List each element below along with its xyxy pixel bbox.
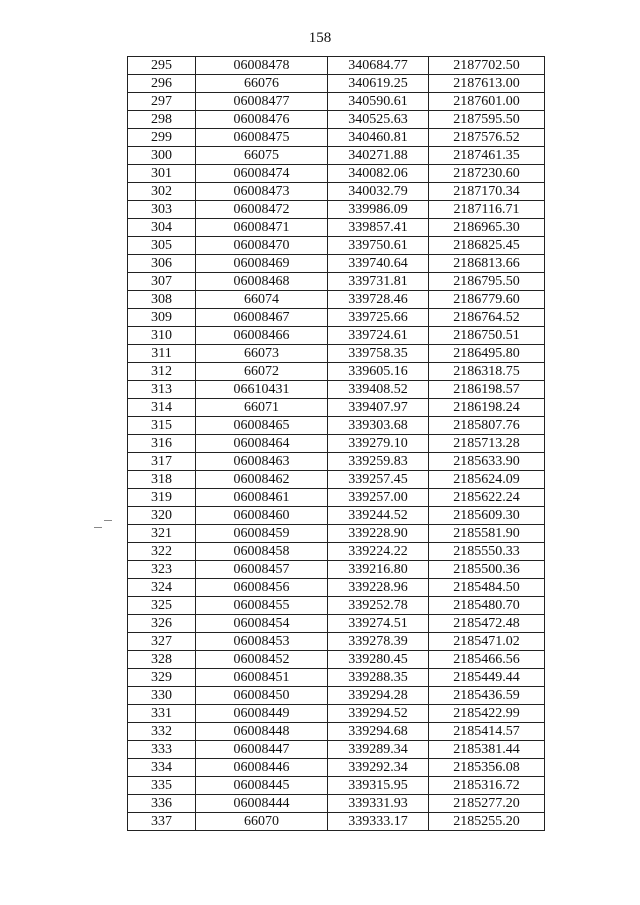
table-row [128, 597, 545, 615]
point-id-cell: 06008475 [196, 129, 328, 147]
table-row [128, 381, 545, 399]
point-id-cell: 06008449 [196, 705, 328, 723]
table-row [128, 507, 545, 525]
x-coordinate-cell: 339294.28 [328, 687, 429, 705]
y-coordinate-cell: 2187576.52 [429, 129, 545, 147]
table-row [128, 615, 545, 633]
y-coordinate-cell: 2185316.72 [429, 777, 545, 795]
y-coordinate-cell: 2185609.30 [429, 507, 545, 525]
point-id-cell: 06008447 [196, 741, 328, 759]
x-coordinate-cell: 339228.96 [328, 579, 429, 597]
row-index-cell: 320 [128, 507, 196, 525]
x-coordinate-cell: 339294.52 [328, 705, 429, 723]
row-index-cell: 305 [128, 237, 196, 255]
y-coordinate-cell: 2185471.02 [429, 633, 545, 651]
table-row [128, 363, 545, 381]
table-row [128, 741, 545, 759]
table-row [128, 795, 545, 813]
y-coordinate-cell: 2185356.08 [429, 759, 545, 777]
row-index-cell: 310 [128, 327, 196, 345]
point-id-cell: 06008478 [196, 57, 328, 75]
x-coordinate-cell: 339274.51 [328, 615, 429, 633]
row-index-cell: 304 [128, 219, 196, 237]
row-index-cell: 298 [128, 111, 196, 129]
table-row [128, 579, 545, 597]
table-row [128, 201, 545, 219]
y-coordinate-cell: 2187170.34 [429, 183, 545, 201]
x-coordinate-cell: 339315.95 [328, 777, 429, 795]
table-row [128, 759, 545, 777]
row-index-cell: 295 [128, 57, 196, 75]
y-coordinate-cell: 2185466.56 [429, 651, 545, 669]
x-coordinate-cell: 339228.90 [328, 525, 429, 543]
x-coordinate-cell: 339257.00 [328, 489, 429, 507]
point-id-cell: 06008455 [196, 597, 328, 615]
table-row [128, 687, 545, 705]
row-index-cell: 315 [128, 417, 196, 435]
point-id-cell: 06008464 [196, 435, 328, 453]
point-id-cell: 06008469 [196, 255, 328, 273]
y-coordinate-cell: 2185807.76 [429, 417, 545, 435]
table-row [128, 525, 545, 543]
point-id-cell: 06008448 [196, 723, 328, 741]
row-index-cell: 307 [128, 273, 196, 291]
point-id-cell: 06008463 [196, 453, 328, 471]
table-row [128, 705, 545, 723]
point-id-cell: 06008457 [196, 561, 328, 579]
row-index-cell: 314 [128, 399, 196, 417]
row-index-cell: 311 [128, 345, 196, 363]
y-coordinate-cell: 2186795.50 [429, 273, 545, 291]
x-coordinate-cell: 339280.45 [328, 651, 429, 669]
y-coordinate-cell: 2185622.24 [429, 489, 545, 507]
point-id-cell: 06008474 [196, 165, 328, 183]
y-coordinate-cell: 2186764.52 [429, 309, 545, 327]
table-row [128, 543, 545, 561]
x-coordinate-cell: 339288.35 [328, 669, 429, 687]
point-id-cell: 06008468 [196, 273, 328, 291]
row-index-cell: 335 [128, 777, 196, 795]
point-id-cell: 06008461 [196, 489, 328, 507]
row-index-cell: 302 [128, 183, 196, 201]
y-coordinate-cell: 2186750.51 [429, 327, 545, 345]
table-row [128, 75, 545, 93]
table-row [128, 723, 545, 741]
y-coordinate-cell: 2186198.57 [429, 381, 545, 399]
row-index-cell: 328 [128, 651, 196, 669]
y-coordinate-cell: 2186495.80 [429, 345, 545, 363]
y-coordinate-cell: 2186965.30 [429, 219, 545, 237]
row-index-cell: 312 [128, 363, 196, 381]
row-index-cell: 313 [128, 381, 196, 399]
x-coordinate-cell: 339303.68 [328, 417, 429, 435]
point-id-cell: 06008471 [196, 219, 328, 237]
y-coordinate-cell: 2187601.00 [429, 93, 545, 111]
x-coordinate-cell: 339605.16 [328, 363, 429, 381]
table-row [128, 327, 545, 345]
x-coordinate-cell: 339728.46 [328, 291, 429, 309]
x-coordinate-cell: 340271.88 [328, 147, 429, 165]
y-coordinate-cell: 2185255.20 [429, 813, 545, 831]
row-index-cell: 330 [128, 687, 196, 705]
x-coordinate-cell: 339408.52 [328, 381, 429, 399]
table-row [128, 93, 545, 111]
table-row [128, 183, 545, 201]
x-coordinate-cell: 339257.45 [328, 471, 429, 489]
y-coordinate-cell: 2185581.90 [429, 525, 545, 543]
table-row [128, 57, 545, 75]
margin-mark [94, 527, 102, 528]
y-coordinate-cell: 2185414.57 [429, 723, 545, 741]
y-coordinate-cell: 2187116.71 [429, 201, 545, 219]
point-id-cell: 06008465 [196, 417, 328, 435]
table-row [128, 453, 545, 471]
row-index-cell: 308 [128, 291, 196, 309]
x-coordinate-cell: 340032.79 [328, 183, 429, 201]
point-id-cell: 06008456 [196, 579, 328, 597]
table-row [128, 435, 545, 453]
point-id-cell: 06008473 [196, 183, 328, 201]
point-id-cell: 66071 [196, 399, 328, 417]
point-id-cell: 66072 [196, 363, 328, 381]
point-id-cell: 06008470 [196, 237, 328, 255]
point-id-cell: 06008467 [196, 309, 328, 327]
row-index-cell: 318 [128, 471, 196, 489]
table-row [128, 237, 545, 255]
table-row [128, 669, 545, 687]
table-row [128, 255, 545, 273]
row-index-cell: 321 [128, 525, 196, 543]
x-coordinate-cell: 339224.22 [328, 543, 429, 561]
table-row [128, 417, 545, 435]
point-id-cell: 66076 [196, 75, 328, 93]
table-row [128, 813, 545, 831]
x-coordinate-cell: 339740.64 [328, 255, 429, 273]
point-id-cell: 06008445 [196, 777, 328, 795]
point-id-cell: 06008446 [196, 759, 328, 777]
point-id-cell: 66070 [196, 813, 328, 831]
x-coordinate-cell: 339731.81 [328, 273, 429, 291]
table-row [128, 561, 545, 579]
y-coordinate-cell: 2185500.36 [429, 561, 545, 579]
point-id-cell: 06008458 [196, 543, 328, 561]
table-row [128, 633, 545, 651]
y-coordinate-cell: 2185713.28 [429, 435, 545, 453]
y-coordinate-cell: 2185550.33 [429, 543, 545, 561]
table-row [128, 129, 545, 147]
row-index-cell: 324 [128, 579, 196, 597]
y-coordinate-cell: 2186813.66 [429, 255, 545, 273]
table-row [128, 165, 545, 183]
x-coordinate-cell: 339292.34 [328, 759, 429, 777]
x-coordinate-cell: 339724.61 [328, 327, 429, 345]
x-coordinate-cell: 340590.61 [328, 93, 429, 111]
point-id-cell: 06008454 [196, 615, 328, 633]
point-id-cell: 06008453 [196, 633, 328, 651]
point-id-cell: 06008451 [196, 669, 328, 687]
y-coordinate-cell: 2185484.50 [429, 579, 545, 597]
y-coordinate-cell: 2186198.24 [429, 399, 545, 417]
y-coordinate-cell: 2185480.70 [429, 597, 545, 615]
table-row [128, 777, 545, 795]
point-id-cell: 06008459 [196, 525, 328, 543]
x-coordinate-cell: 339244.52 [328, 507, 429, 525]
row-index-cell: 297 [128, 93, 196, 111]
x-coordinate-cell: 339216.80 [328, 561, 429, 579]
y-coordinate-cell: 2185472.48 [429, 615, 545, 633]
x-coordinate-cell: 340460.81 [328, 129, 429, 147]
x-coordinate-cell: 340525.63 [328, 111, 429, 129]
row-index-cell: 337 [128, 813, 196, 831]
y-coordinate-cell: 2186779.60 [429, 291, 545, 309]
x-coordinate-cell: 340684.77 [328, 57, 429, 75]
x-coordinate-cell: 339331.93 [328, 795, 429, 813]
point-id-cell: 06008452 [196, 651, 328, 669]
x-coordinate-cell: 339279.10 [328, 435, 429, 453]
y-coordinate-cell: 2187595.50 [429, 111, 545, 129]
x-coordinate-cell: 339252.78 [328, 597, 429, 615]
point-id-cell: 06008460 [196, 507, 328, 525]
point-id-cell: 06008462 [196, 471, 328, 489]
x-coordinate-cell: 339259.83 [328, 453, 429, 471]
x-coordinate-cell: 339750.61 [328, 237, 429, 255]
y-coordinate-cell: 2185381.44 [429, 741, 545, 759]
row-index-cell: 319 [128, 489, 196, 507]
x-coordinate-cell: 339407.97 [328, 399, 429, 417]
point-id-cell: 06008466 [196, 327, 328, 345]
y-coordinate-cell: 2185633.90 [429, 453, 545, 471]
y-coordinate-cell: 2185277.20 [429, 795, 545, 813]
x-coordinate-cell: 339758.35 [328, 345, 429, 363]
row-index-cell: 326 [128, 615, 196, 633]
row-index-cell: 296 [128, 75, 196, 93]
point-id-cell: 06610431 [196, 381, 328, 399]
x-coordinate-cell: 339857.41 [328, 219, 429, 237]
row-index-cell: 336 [128, 795, 196, 813]
point-id-cell: 06008472 [196, 201, 328, 219]
table-row [128, 651, 545, 669]
point-id-cell: 06008444 [196, 795, 328, 813]
table-row [128, 111, 545, 129]
row-index-cell: 329 [128, 669, 196, 687]
table-row [128, 345, 545, 363]
row-index-cell: 331 [128, 705, 196, 723]
x-coordinate-cell: 339725.66 [328, 309, 429, 327]
y-coordinate-cell: 2187702.50 [429, 57, 545, 75]
x-coordinate-cell: 339333.17 [328, 813, 429, 831]
row-index-cell: 333 [128, 741, 196, 759]
table-row [128, 219, 545, 237]
row-index-cell: 322 [128, 543, 196, 561]
x-coordinate-cell: 340082.06 [328, 165, 429, 183]
table-row [128, 309, 545, 327]
row-index-cell: 334 [128, 759, 196, 777]
table-body [128, 57, 545, 831]
row-index-cell: 299 [128, 129, 196, 147]
row-index-cell: 323 [128, 561, 196, 579]
point-id-cell: 06008477 [196, 93, 328, 111]
table-row [128, 291, 545, 309]
row-index-cell: 317 [128, 453, 196, 471]
point-id-cell: 66074 [196, 291, 328, 309]
x-coordinate-cell: 339278.39 [328, 633, 429, 651]
x-coordinate-cell: 339294.68 [328, 723, 429, 741]
coordinates-table [127, 56, 545, 831]
y-coordinate-cell: 2186318.75 [429, 363, 545, 381]
row-index-cell: 332 [128, 723, 196, 741]
row-index-cell: 300 [128, 147, 196, 165]
y-coordinate-cell: 2187613.00 [429, 75, 545, 93]
x-coordinate-cell: 339986.09 [328, 201, 429, 219]
table-row [128, 471, 545, 489]
y-coordinate-cell: 2185422.99 [429, 705, 545, 723]
margin-mark [104, 520, 112, 521]
table-row [128, 273, 545, 291]
row-index-cell: 316 [128, 435, 196, 453]
row-index-cell: 301 [128, 165, 196, 183]
x-coordinate-cell: 340619.25 [328, 75, 429, 93]
row-index-cell: 306 [128, 255, 196, 273]
row-index-cell: 303 [128, 201, 196, 219]
row-index-cell: 309 [128, 309, 196, 327]
y-coordinate-cell: 2187461.35 [429, 147, 545, 165]
point-id-cell: 66073 [196, 345, 328, 363]
point-id-cell: 06008450 [196, 687, 328, 705]
row-index-cell: 327 [128, 633, 196, 651]
point-id-cell: 66075 [196, 147, 328, 165]
y-coordinate-cell: 2185624.09 [429, 471, 545, 489]
y-coordinate-cell: 2185436.59 [429, 687, 545, 705]
point-id-cell: 06008476 [196, 111, 328, 129]
y-coordinate-cell: 2186825.45 [429, 237, 545, 255]
table-row [128, 147, 545, 165]
row-index-cell: 325 [128, 597, 196, 615]
y-coordinate-cell: 2185449.44 [429, 669, 545, 687]
x-coordinate-cell: 339289.34 [328, 741, 429, 759]
page-number: 158 [308, 30, 332, 46]
table-row [128, 399, 545, 417]
y-coordinate-cell: 2187230.60 [429, 165, 545, 183]
table-row [128, 489, 545, 507]
